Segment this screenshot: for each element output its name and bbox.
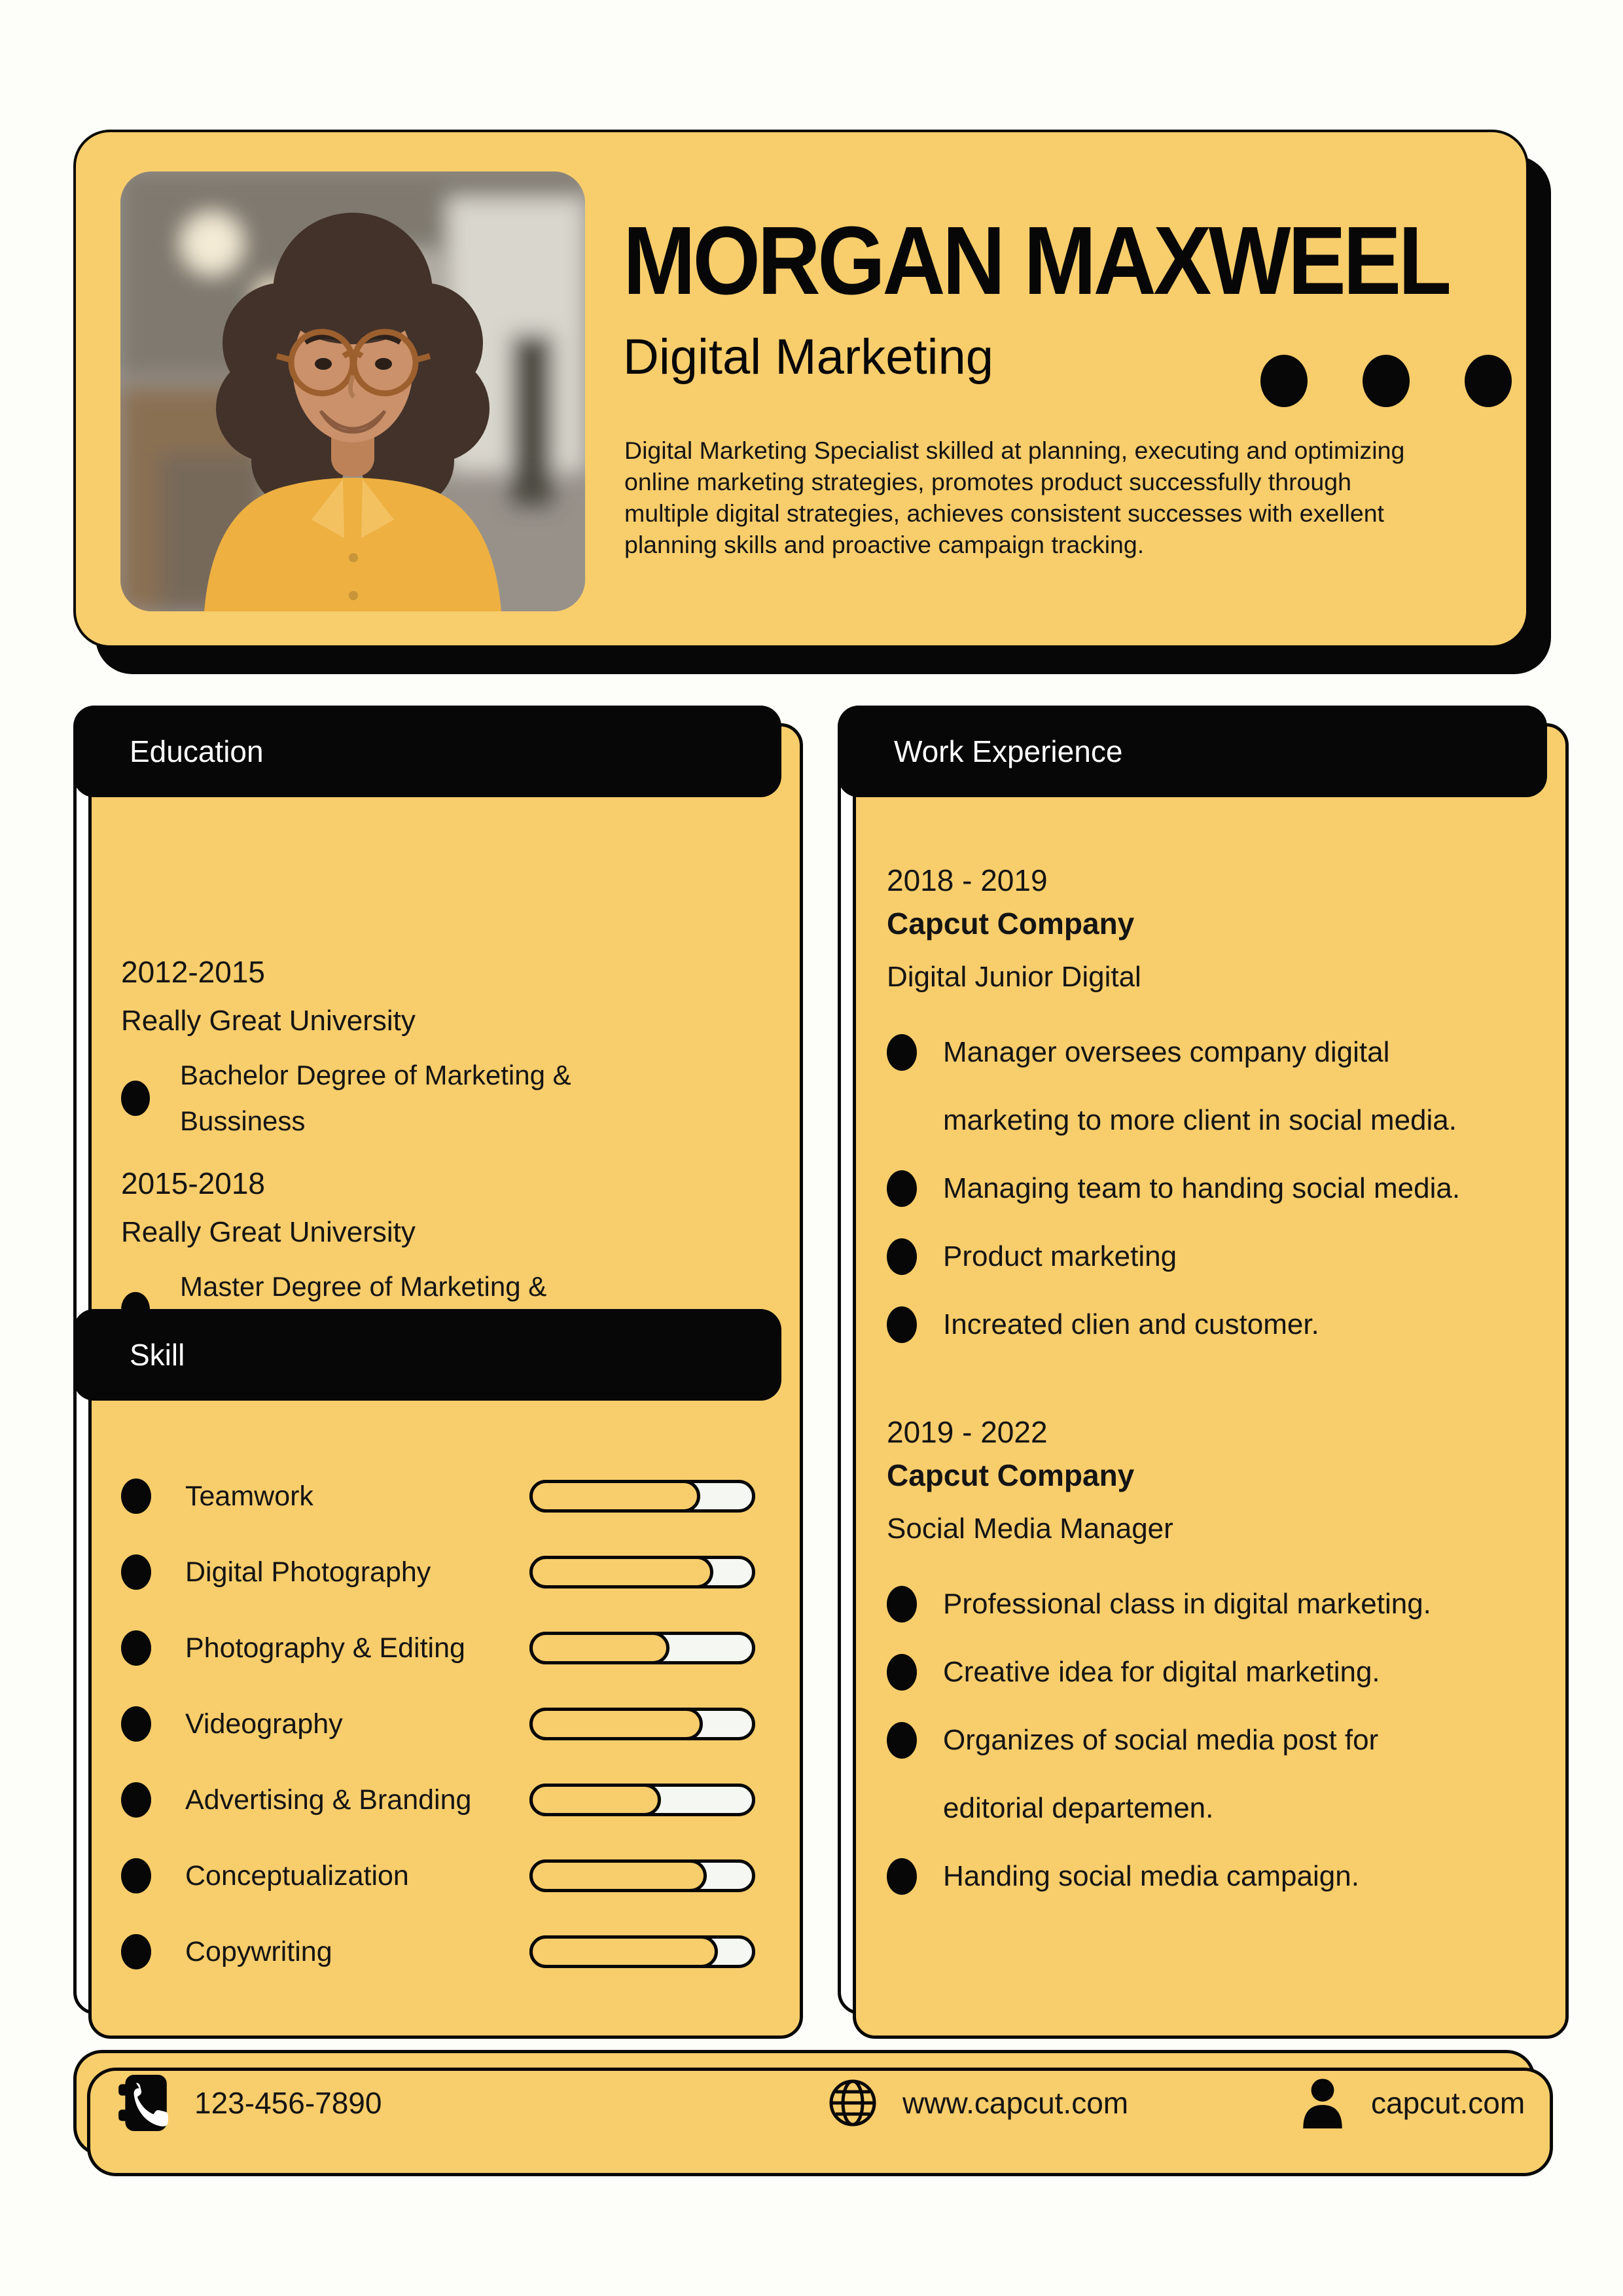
globe-icon bbox=[828, 2078, 878, 2128]
job-years: 2018 - 2019 bbox=[887, 863, 1048, 897]
bullet-line: Professional class in digital marketing. bbox=[943, 1588, 1431, 1620]
skill-bar bbox=[529, 1935, 755, 1968]
bullet-line: Creative idea for digital marketing. bbox=[943, 1656, 1380, 1688]
skill-bar bbox=[529, 1480, 755, 1513]
bullet-line: Product marketing bbox=[943, 1240, 1177, 1272]
job-role: Digital Junior Digital bbox=[887, 961, 1141, 993]
bullet-icon bbox=[121, 1706, 151, 1742]
education-degree-row bbox=[121, 1052, 710, 1144]
job-bullet-list bbox=[887, 1570, 1502, 1910]
eye bbox=[315, 358, 332, 370]
job-bullet bbox=[887, 1291, 1502, 1359]
job-role: Social Media Manager bbox=[887, 1513, 1173, 1545]
work-experience-body bbox=[887, 800, 1502, 1910]
job-years: 2019 - 2022 bbox=[887, 1415, 1048, 1449]
skill-row bbox=[121, 1933, 745, 1970]
bullet-icon bbox=[121, 1934, 151, 1969]
profile-photo-illustration bbox=[120, 171, 585, 611]
bullet-icon bbox=[887, 1586, 917, 1623]
person-icon bbox=[1299, 2076, 1346, 2130]
bullet-icon bbox=[887, 1238, 917, 1275]
work-experience-header bbox=[838, 706, 1547, 797]
dot-icon bbox=[1465, 355, 1512, 407]
skill-bar-fill bbox=[529, 1556, 713, 1588]
education-skill-card bbox=[73, 706, 781, 2015]
job-bullet bbox=[887, 1638, 1502, 1706]
bullet-icon bbox=[887, 1654, 917, 1691]
skill-label: Conceptualization bbox=[185, 1859, 409, 1892]
job-title: Digital Marketing bbox=[623, 329, 993, 385]
bullet-icon bbox=[121, 1782, 151, 1818]
bullet-icon bbox=[121, 1081, 150, 1116]
bullet-icon bbox=[121, 1479, 151, 1514]
section-title: Education bbox=[130, 734, 264, 768]
job-bullet bbox=[887, 1223, 1502, 1291]
job-bullet bbox=[887, 1018, 1502, 1155]
bullet-line: marketing to more client in social media. bbox=[943, 1104, 1457, 1136]
bullet-icon bbox=[121, 1554, 151, 1590]
skill-label: Digital Photography bbox=[185, 1556, 431, 1588]
bullet-icon bbox=[887, 1722, 917, 1759]
skill-label: Copywriting bbox=[185, 1935, 332, 1967]
degree-line: Master Degree of Marketing & bbox=[180, 1271, 547, 1302]
website-contact bbox=[828, 2053, 1128, 2153]
summary-line: multiple digital strategies, achieves consistent successes with exellent bbox=[624, 499, 1384, 527]
education-school: Really Great University bbox=[121, 1005, 416, 1037]
skill-row bbox=[121, 1478, 745, 1515]
section-title: Work Experience bbox=[894, 734, 1123, 768]
summary-line: Digital Marketing Specialist skilled at planning, executing and optimizing bbox=[624, 437, 1405, 464]
bullet-line: Organizes of social media post for bbox=[943, 1724, 1379, 1756]
eye bbox=[375, 358, 392, 370]
bullet-line: Increated clien and customer. bbox=[943, 1308, 1319, 1340]
bullet-line: Handing social media campaign. bbox=[943, 1860, 1359, 1892]
education-years: 2012-2015 bbox=[121, 955, 265, 989]
skill-bar-fill bbox=[529, 1708, 703, 1740]
job-bullet-list bbox=[887, 1018, 1502, 1359]
contact-footer bbox=[73, 2050, 1535, 2156]
phone-contact bbox=[117, 2053, 382, 2153]
job-bullet bbox=[887, 1155, 1502, 1223]
skill-label: Photography & Editing bbox=[185, 1632, 465, 1664]
bullet-icon bbox=[887, 1034, 917, 1071]
dot-icon bbox=[1363, 355, 1410, 407]
skill-row bbox=[121, 1706, 745, 1742]
education-degree bbox=[180, 1052, 571, 1144]
bullet-line: Managing team to handing social media. bbox=[943, 1172, 1461, 1204]
skill-bar-fill bbox=[529, 1859, 707, 1892]
username-contact bbox=[1299, 2053, 1525, 2153]
job-company: Capcut Company bbox=[887, 906, 1135, 941]
phone-icon bbox=[117, 2073, 169, 2132]
summary-text bbox=[624, 435, 1404, 560]
skill-row bbox=[121, 1782, 745, 1818]
website-url: www.capcut.com bbox=[902, 2086, 1129, 2120]
work-experience-card bbox=[838, 706, 1547, 2015]
bullet-icon bbox=[887, 1306, 917, 1343]
profile-photo bbox=[120, 171, 585, 611]
degree-line: Bussiness bbox=[180, 1105, 306, 1136]
education-school: Really Great University bbox=[121, 1216, 416, 1248]
skill-bar bbox=[529, 1859, 755, 1892]
skill-row bbox=[121, 1857, 745, 1894]
bullet-line: editorial departemen. bbox=[943, 1792, 1214, 1824]
section-title: Skill bbox=[130, 1338, 185, 1372]
decorative-dots bbox=[1260, 355, 1512, 407]
skill-bar-fill bbox=[529, 1784, 661, 1816]
username-text: capcut.com bbox=[1371, 2086, 1525, 2120]
bullet-icon bbox=[121, 1630, 151, 1666]
bullet-icon bbox=[887, 1858, 917, 1895]
hero-card bbox=[73, 130, 1529, 648]
name-heading: MORGAN MAXWEEL bbox=[623, 207, 1449, 315]
skill-bar-fill bbox=[529, 1935, 718, 1968]
skill-bar bbox=[529, 1556, 755, 1588]
skill-list bbox=[121, 1478, 745, 1970]
skill-bar bbox=[529, 1784, 755, 1816]
skill-label: Teamwork bbox=[185, 1480, 313, 1512]
job-company: Capcut Company bbox=[887, 1458, 1135, 1492]
skill-row bbox=[121, 1630, 745, 1666]
education-years: 2015-2018 bbox=[121, 1166, 265, 1200]
bullet-line: Manager oversees company digital bbox=[943, 1036, 1390, 1068]
bullet-icon bbox=[887, 1170, 917, 1207]
skill-bar-fill bbox=[529, 1480, 700, 1513]
education-header bbox=[73, 706, 781, 797]
degree-line: Bachelor Degree of Marketing & bbox=[180, 1060, 571, 1090]
summary-line: online marketing strategies, promotes product successfully through bbox=[624, 468, 1351, 495]
summary-line: planning skills and proactive campaign tracking. bbox=[624, 531, 1145, 558]
skill-bar bbox=[529, 1632, 755, 1664]
bullet-icon bbox=[121, 1858, 151, 1893]
skill-header bbox=[73, 1309, 781, 1401]
skill-bar-fill bbox=[529, 1632, 669, 1664]
skill-label: Advertising & Branding bbox=[185, 1784, 472, 1816]
skill-bar bbox=[529, 1708, 755, 1740]
phone-number: 123-456-7890 bbox=[194, 2086, 382, 2120]
dot-icon bbox=[1260, 355, 1308, 407]
skill-row bbox=[121, 1554, 745, 1590]
job-bullet bbox=[887, 1570, 1502, 1638]
job-bullet bbox=[887, 1706, 1502, 1842]
skill-label: Videography bbox=[185, 1708, 343, 1740]
job-bullet bbox=[887, 1842, 1502, 1910]
